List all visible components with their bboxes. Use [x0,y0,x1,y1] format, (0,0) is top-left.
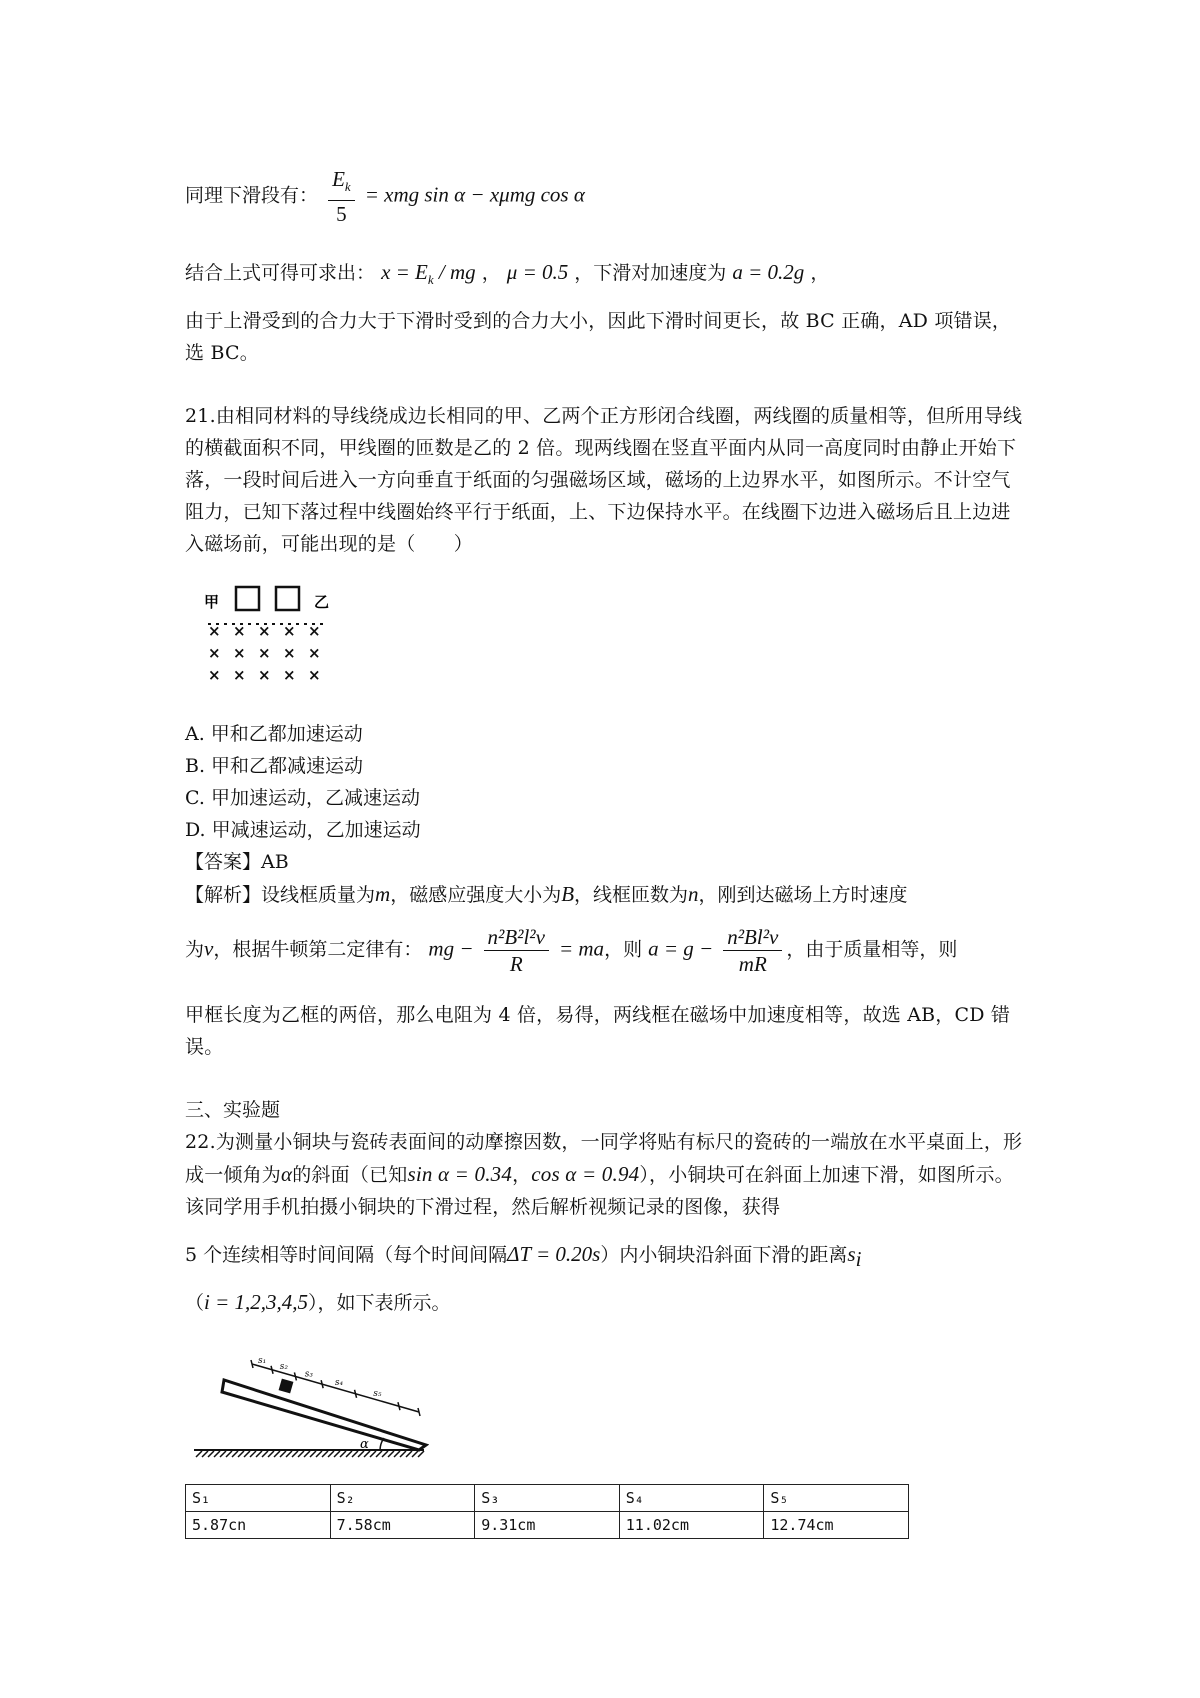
eq-a: a = 0.2g [732,260,805,284]
eq-i: i = 1,2,3,4,5 [204,1290,309,1314]
incline-figure [194,1350,429,1458]
hatch-line [268,1451,274,1457]
label-jia: 甲 [204,593,220,611]
hatch-line [214,1451,220,1457]
eq-dt: ΔT = 0.20s [507,1242,601,1266]
coil-yi [276,587,299,610]
hatch-line [256,1451,262,1457]
option-c: C. 甲加速运动，乙减速运动 [185,787,420,809]
value-cell: 11.02cm [619,1512,764,1539]
hatch-line [328,1451,334,1457]
option-b: B. 甲和乙都减速运动 [185,755,364,777]
fraction-force [484,924,549,977]
field-cross: × [258,666,271,684]
eq-newton-left: mg − [428,936,474,961]
hatch-line [202,1451,208,1457]
text: ，线框匝数为 [574,884,689,906]
field-cross: × [208,644,221,662]
frac-den: mR [738,952,767,976]
distance-label: s₅ [373,1389,382,1399]
text: ），如下表所示。 [308,1292,451,1314]
hatch-line [292,1451,298,1457]
hatch-line [226,1451,232,1457]
text: 同理下滑段有： [185,184,319,207]
hatch-line [196,1451,202,1457]
analysis-line-3: 甲框长度为乙框的两倍，那么电阻为 4 倍，易得，两线框在磁场中加速度相等，故选 AB，CD 错误。 [185,1004,1011,1058]
tile-incline [222,1377,426,1450]
label-yi: 乙 [314,593,330,611]
text: 5 个连续相等时间间隔（每个时间间隔 [185,1244,508,1266]
var-v: v [204,936,214,961]
ruler-tick [398,1402,400,1410]
distance-label: s₃ [304,1369,314,1380]
hatch-line [238,1451,244,1457]
hatch-line [370,1451,376,1457]
value-cell: 7.58cm [330,1512,475,1539]
eq-mu: μ = 0.5 [506,260,569,284]
field-cross: × [258,644,271,662]
text: （ [185,1292,205,1314]
eq-x-main: x = E [381,260,428,284]
frac-den: 5 [336,202,347,227]
header-cell: S₃ [475,1485,620,1512]
frac-num: n²Bl²v [723,924,782,951]
hatch-line [388,1451,394,1457]
table-row [186,1512,909,1539]
text: 的斜面（已知 [292,1164,408,1186]
hatch-line [310,1451,316,1457]
var-m: m [375,882,391,906]
hatch-line [304,1451,310,1457]
hatch-line [322,1451,328,1457]
question-22-line-5 [185,1286,451,1319]
ruler-tick [271,1366,273,1374]
hatch-line [286,1451,292,1457]
value-cell: 9.31cm [475,1512,620,1539]
result-line [185,256,829,296]
question-22-line-4 [185,1238,861,1275]
hatch-line [376,1451,382,1457]
hatch-line [412,1451,418,1457]
conclusion-paragraph: 由于上滑受到的合力大于下滑时受到的合力大小，因此下滑时间更长，故 BC 正确，AD 项错误，选 BC。 [185,310,1012,364]
field-cross: × [258,622,271,640]
option-a: A. 甲和乙都加速运动 [185,723,363,745]
header-cell: S₁ [186,1485,331,1512]
hatch-line [316,1451,322,1457]
frac-num-sub: k [344,179,351,195]
header-cell: S₄ [619,1485,764,1512]
eq-newton-right: = ma [558,936,605,961]
text: 【解析】设线框质量为 [185,884,376,906]
hatch-line [262,1451,268,1457]
coil-jia [236,587,259,610]
hatch-line [340,1451,346,1457]
eq-accel-left: a = g − [648,936,714,961]
hatch-line [382,1451,388,1457]
eq-x-sub: k [427,272,434,288]
var-s-sub: i [855,1246,862,1271]
ruler-tick [418,1408,420,1416]
distance-labels [258,1356,382,1399]
table-header-row [186,1485,909,1512]
field-cross: × [283,622,296,640]
field-cross: × [308,622,321,640]
distance-label: s₄ [334,1377,344,1388]
frac-num: n²B²l²v [484,924,549,951]
eq-sin: sin α = 0.34 [407,1162,513,1186]
field-cross: × [308,644,321,662]
distance-table [185,1484,909,1539]
value-cell: 12.74cm [764,1512,909,1539]
field-cross: × [208,622,221,640]
field-cross: × [233,644,246,662]
field-cross: × [233,622,246,640]
var-b: B [561,882,575,906]
equation-rhs: = xmg sin α − xμmg cos α [364,182,585,207]
hatch-line [400,1451,406,1457]
field-cross: × [208,666,221,684]
text: ），小铜块可在斜面上加速下滑，如图所示。该同学用手机拍摄小铜块的下滑过程，然后解析视频记录的图像，获得 [185,1164,1014,1218]
hatch-line [250,1451,256,1457]
hatch-line [232,1451,238,1457]
ruler-tick [294,1372,296,1380]
value-cell: 5.87cn [186,1512,331,1539]
analysis-line-2 [185,924,957,977]
distance-label: s₂ [279,1362,288,1373]
text: ，根据牛顿第二定律有： [213,938,423,961]
eq-x-tail: / mg [433,260,476,284]
question-21-stem: 21.由相同材料的导线绕成边长相同的甲、乙两个正方形闭合线圈，两线圈的质量相等，但所用导线的横截面积不同，甲线圈的匝数是乙的 2 倍。现两线圈在竖直平面内从同一高度同时由静止开始下落，一段时间后进入一方向垂直于纸面的匀强磁场区域，磁场的上边界水平，如图所示。不计空气阻力，已知下落过程中线圈始终平行于纸面，上、下边保持水平。在线圈下边进入磁场后且上边进入磁场前，可能出现的是（ ） [185,405,1023,555]
text: ，则 [604,938,643,961]
hatch-line [352,1451,358,1457]
question-22-stem [185,1126,1027,1223]
ruler-tick [251,1360,253,1368]
field-cross: × [283,644,296,662]
hatch-line [244,1451,250,1457]
var-n: n [688,882,699,906]
frac-den: R [509,952,523,976]
var-s: s [847,1242,856,1266]
text: ，磁感应强度大小为 [390,884,562,906]
hatch-line [418,1451,424,1457]
text: 22.为测量小铜块与瓷砖表面间的动摩擦因数，一同学将贴有标尺的瓷砖的一端放在水平桌面上，形成一倾角为 [185,1131,1023,1186]
hatch-line [334,1451,340,1457]
hatch-line [274,1451,280,1457]
hatch-line [394,1451,400,1457]
text: 结合上式可得可求出： [185,262,376,284]
text: ）内小铜块沿斜面下滑的距离 [600,1244,848,1266]
field-crosses [208,622,321,684]
frac-num: E [332,167,345,191]
text: 为 [185,938,205,961]
var-alpha: α [281,1162,293,1186]
angle-label: α [360,1437,369,1452]
ruler-tick [355,1390,357,1398]
text: ，刚到达磁场上方时速度 [698,884,908,906]
header-cell: S₂ [330,1485,475,1512]
text: ， [810,262,830,284]
field-cross: × [283,666,296,684]
header-cell: S₅ [764,1485,909,1512]
coil-magnetic-field-figure [198,582,338,692]
fraction-ek-over-5 [328,166,355,227]
hatch-line [280,1451,286,1457]
hatch-line [406,1451,412,1457]
hatch-line [220,1451,226,1457]
text: ，下滑对加速度为 [574,262,727,284]
text: ， [512,1164,532,1186]
copper-block [279,1379,294,1394]
fraction-accel [723,924,782,977]
ruler-tick [321,1380,323,1388]
analysis-line-1 [185,878,908,911]
distance-label: s₁ [258,1355,267,1366]
text: ， [481,262,501,284]
section-title: 三、实验题 [185,1099,281,1121]
text: ，由于质量相等，则 [786,938,958,961]
eq-x [381,260,476,288]
answer: 【答案】AB [185,851,289,873]
hatching [196,1451,424,1457]
hatch-line [208,1451,214,1457]
field-cross: × [308,666,321,684]
equation-slide-down [185,166,585,227]
eq-cos: cos α = 0.94 [531,1162,640,1186]
option-d: D. 甲减速运动，乙加速运动 [185,819,421,841]
hatch-line [298,1451,304,1457]
field-cross: × [233,666,246,684]
hatch-line [346,1451,352,1457]
